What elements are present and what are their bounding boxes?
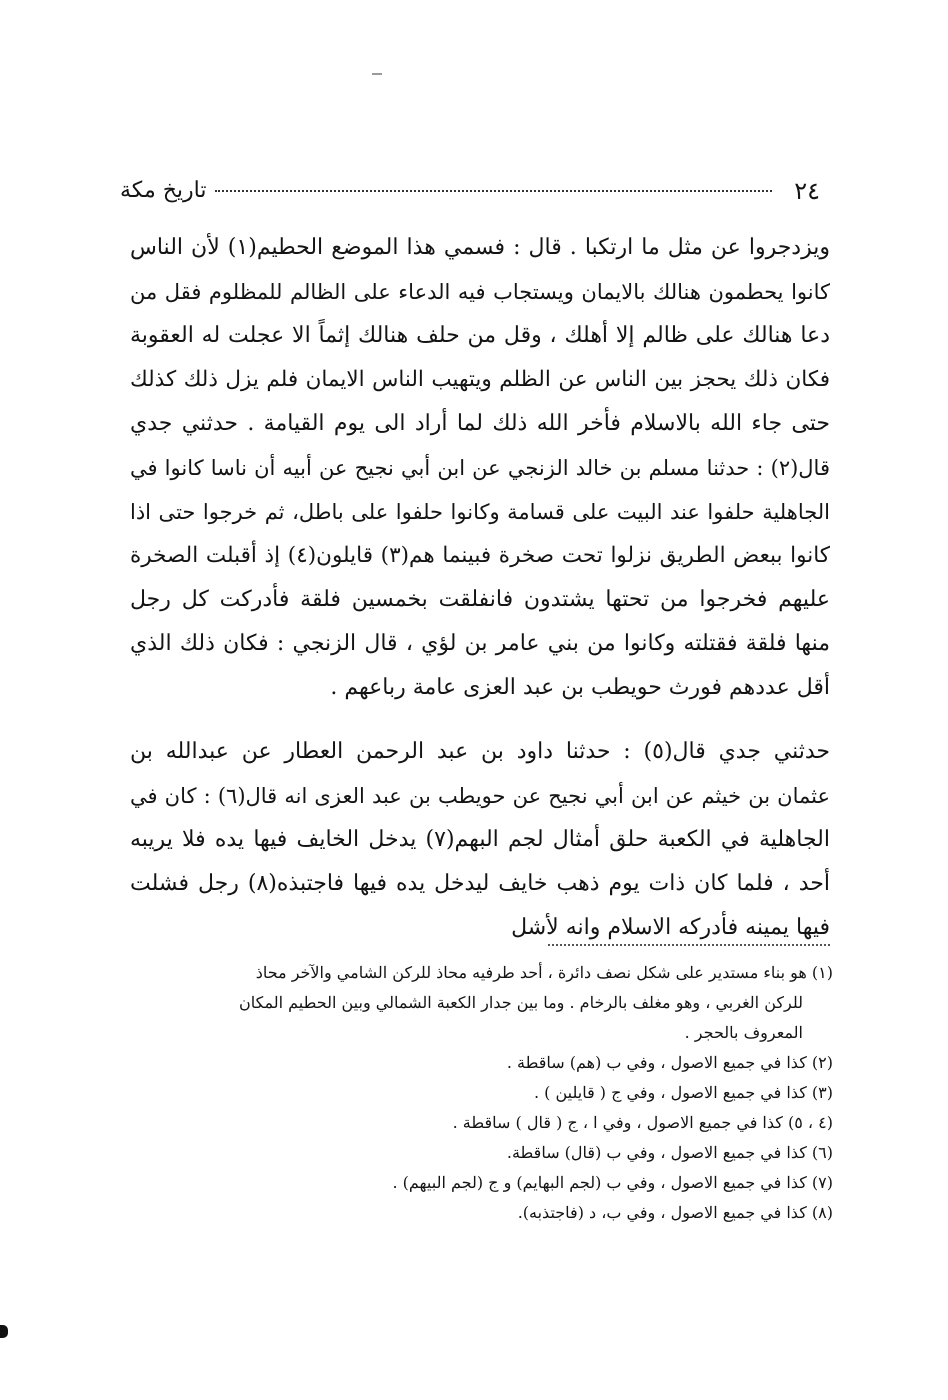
- page-number: ٢٤: [794, 177, 820, 205]
- text-line: منها فلقة فقتلته وكانوا من بني عامر بن لؤي ، قال الزنجي : فكان ذلك الذي: [130, 631, 831, 656]
- text-line: أحد ، فلما كان ذات يوم ذهب خايف ليدخل يده فيها فاجتبذه(٨) رجل فشلت: [130, 871, 831, 896]
- text-line: فكان ذلك يحجز بين الناس عن الظلم ويتهيب الناس الايمان فلم يزل ذلك كذلك: [130, 367, 830, 392]
- footnote-divider: [548, 944, 830, 946]
- text-line: عثمان بن خيثم عن ابن أبي نجيح عن حويطب بن عبد العزى انه قال(٦) : كان في: [130, 784, 831, 808]
- running-header: [120, 176, 820, 208]
- text-line: الجاهلية حلفوا عند البيت على قسامة وكانوا حلفوا على باطل، ثم خرجوا حتى اذا: [130, 500, 830, 524]
- scan-mark: [372, 73, 382, 75]
- footnote-2: (٢) كذا في جميع الاصول ، وفي ب (هم) ساقطة .: [506, 1053, 833, 1072]
- text-line: كانوا ببعض الطريق نزلوا تحت صخرة فبينما هم(٣) قايلون(٤) إذ أقبلت الصخرة: [130, 543, 831, 568]
- text-line: الجاهلية في الكعبة حلق أمثال لجم البهم(٧) يدخل الخايف فيها يده فلا يريبه: [130, 827, 831, 852]
- text-line: كانوا يحطمون هنالك بالايمان ويستجاب فيه الدعاء على الظالم للمظلوم فقل من: [130, 280, 830, 304]
- book-title: تاريخ مكة: [120, 178, 207, 203]
- footnote-3: (٣) كذا في جميع الاصول ، وفي ج ( قايلين ) .: [533, 1083, 833, 1102]
- footnote-1-continuation: للركن الغربي ، وهو مغلف بالرخام . وما بين جدار الكعبة الشمالي وبين الحطيم المكان: [239, 993, 803, 1012]
- text-line: قال(٢) : حدثنا مسلم بن خالد الزنجي عن ابن أبي نجيح عن أبيه أن ناسا كانوا في: [130, 456, 830, 480]
- paragraph-spacer: [130, 710, 830, 730]
- text-line: حتى جاء الله بالاسلام فأخر الله ذلك لما أراد الى يوم القيامة . حدثني جدي: [130, 411, 830, 436]
- footnote-4-5: (٤ ، ٥) كذا في جميع الاصول ، وفي ا ، ج ( قال ) ساقطة .: [452, 1113, 833, 1132]
- footnote-8: (٨) كذا في جميع الاصول ، وفي ب، د (فاجتذبه).: [517, 1203, 833, 1222]
- text-line: ويزدجروا عن مثل ما ارتكبا . قال : فسمي هذا الموضع الحطيم(١) لأن الناس: [130, 235, 830, 260]
- text-line: دعا هنالك على ظالم إلا أهلك ، وقل من حلف هنالك إثماً الا عجلت له العقوبة: [130, 323, 830, 348]
- paragraph-1: [130, 226, 830, 710]
- main-text: [130, 226, 830, 950]
- footnote-6: (٦) كذا في جميع الاصول ، وفي ب (قال) ساقطة.: [506, 1143, 833, 1162]
- text-line: فيها يمينه فأدركه الاسلام وانه لأشل: [511, 915, 830, 940]
- paragraph-2: [130, 730, 830, 950]
- footnote-1-continuation: المعروف بالحجر .: [684, 1023, 803, 1042]
- footnotes: [125, 958, 833, 1228]
- scan-artifact: [0, 1325, 8, 1338]
- text-line: عليهم فخرجوا من تحتها يشتدون فانفلقت بخمسين فلقة فأدركت كل رجل: [130, 587, 830, 612]
- footnote-7: (٧) كذا في جميع الاصول ، وفي ب (لجم البهايم) و ج (لجم البيهم) .: [392, 1173, 833, 1192]
- footnote-1: (١) هو بناء مستدير على شكل نصف دائرة ، أحد طرفيه محاذ للركن الشامي والآخر محاذ: [255, 963, 833, 982]
- header-dotted-leader: [215, 190, 772, 192]
- text-line: حدثني جدي قال(٥) : حدثنا داود بن عبد الرحمن العطار عن عبدالله بن: [130, 739, 830, 764]
- text-line: أقل عددهم فورث حويطب بن عبد العزى عامة رباعهم .: [330, 675, 830, 700]
